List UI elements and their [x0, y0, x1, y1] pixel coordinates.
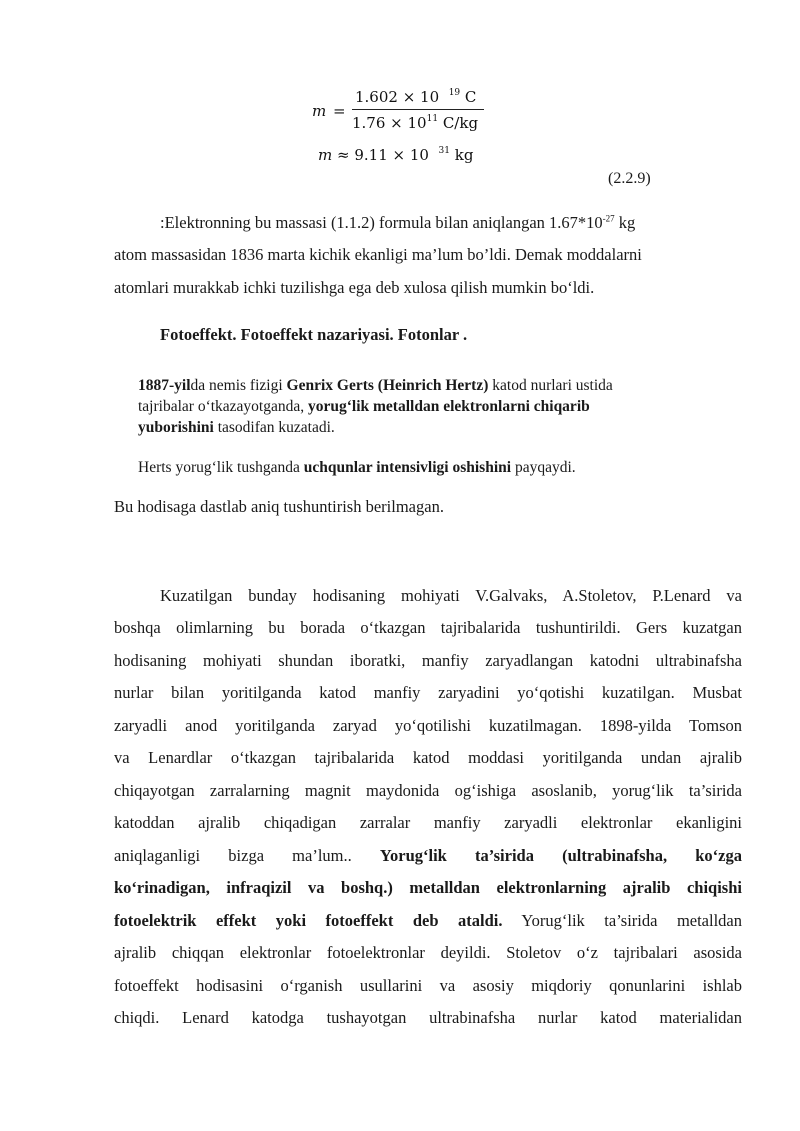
p5-line-3: hodisaning mohiyati shundan iboratki, manfiy zaryadlangan katodni ultrabinafsha [114, 651, 742, 670]
p5-line-11: fotoelektrik effekt yoki fotoeffekt deb ataldi. Yorug‘lik ta’sirida metalldan [114, 911, 742, 930]
p5-line-6: va Lenardlar o‘tkazgan tajribalarida katod moddasi yoritilganda undan ajralib [114, 748, 742, 767]
p5-line-2: boshqa olimlarning bu borada o‘tkazgan tajribalarida tushuntirildi. Gers kuzatgan [114, 618, 742, 637]
p1-line-2: atom massasidan 1836 marta kichik ekanligi ma’lum bo’ldi. Demak moddalarni [114, 245, 642, 264]
p1-line-3: atomlari murakkab ichki tuzilishga ega deb xulosa qilish mumkin bo‘ldi. [114, 278, 595, 297]
p2-line-1: 1887-yilda nemis fizigi Genrix Gerts (Heinrich Hertz) katod nurlari ustida [138, 377, 613, 394]
p5-line-13: fotoeffekt hodisasini o‘rganish usullarini va asosiy miqdoriy qonunlarini ishlab [114, 976, 742, 995]
formula-lhs: m [312, 102, 327, 120]
p5-line-10: ko‘rinadigan, infraqizil va boshq.) metalldan elektronlarning ajralib chiqishi [114, 878, 742, 897]
p5-line-8: katoddan ajralib chiqadigan zarralar manfiy zaryadli elektronlar ekanligini [114, 813, 742, 832]
p5-line-1: Kuzatilgan bunday hodisaning mohiyati V.Galvaks, A.Stoletov, P.Lenard va [160, 586, 742, 605]
mass-formula [300, 88, 500, 138]
p5-line-9: aniqlaganligi bizga ma’lum.. Yorug‘lik ta’sirida (ultrabinafsha, ko‘zga [114, 846, 742, 865]
equation-number: (2.2.9) [608, 170, 651, 187]
p4-line: Bu hodisaga dastlab aniq tushuntirish berilmagan. [114, 497, 444, 516]
p5-line-7: chiqayotgan zarralarning magnit maydonida og‘ishiga asoslanib, yorug‘lik ta’sirida [114, 781, 742, 800]
p5-line-5: zaryadli anod yoritilganda zaryad yo‘qotilishi kuzatilmagan. 1898-yilda Tomson [114, 716, 742, 735]
p3-line: Herts yorug‘lik tushganda uchqunlar intensivligi oshishini payqaydi. [138, 459, 576, 476]
formula-numerator: 1.602 × 10 $^{19}$ C [355, 88, 477, 106]
p2-line-2: tajribalar o‘tkazayotganda, yorug‘lik metalldan elektronlarni chiqarib [138, 398, 590, 415]
formula-denominator: $1.76 \times 10^{11}$ C/kg [352, 114, 479, 132]
p5-line-4: nurlar bilan yoritilganda katod manfiy zaryadini yo‘qotishi kuzatilgan. Musbat [114, 683, 742, 702]
mass-approximation: m ≈ 9.11 × 10 $^{31}$ kg [318, 146, 474, 164]
p2-line-3: yuborishini tasodifan kuzatadi. [138, 419, 335, 436]
section-heading: Fotoeffekt. Fotoeffekt nazariyasi. Fotonlar . [160, 325, 468, 344]
fraction-bar [352, 109, 484, 110]
p5-line-14: chiqdi. Lenard katodga tushayotgan ultrabinafsha nurlar katod materialidan [114, 1008, 742, 1027]
p5-line-12: ajralib chiqqan elektronlar fotoelektronlar deyildi. Stoletov o‘z tajribalari asosida [114, 943, 742, 962]
formula-equals: = [333, 102, 346, 120]
p1-line-1: :Elektronning bu massasi (1.1.2) formula bilan aniqlangan $1.67*10^{-27}$ kg [160, 213, 636, 232]
